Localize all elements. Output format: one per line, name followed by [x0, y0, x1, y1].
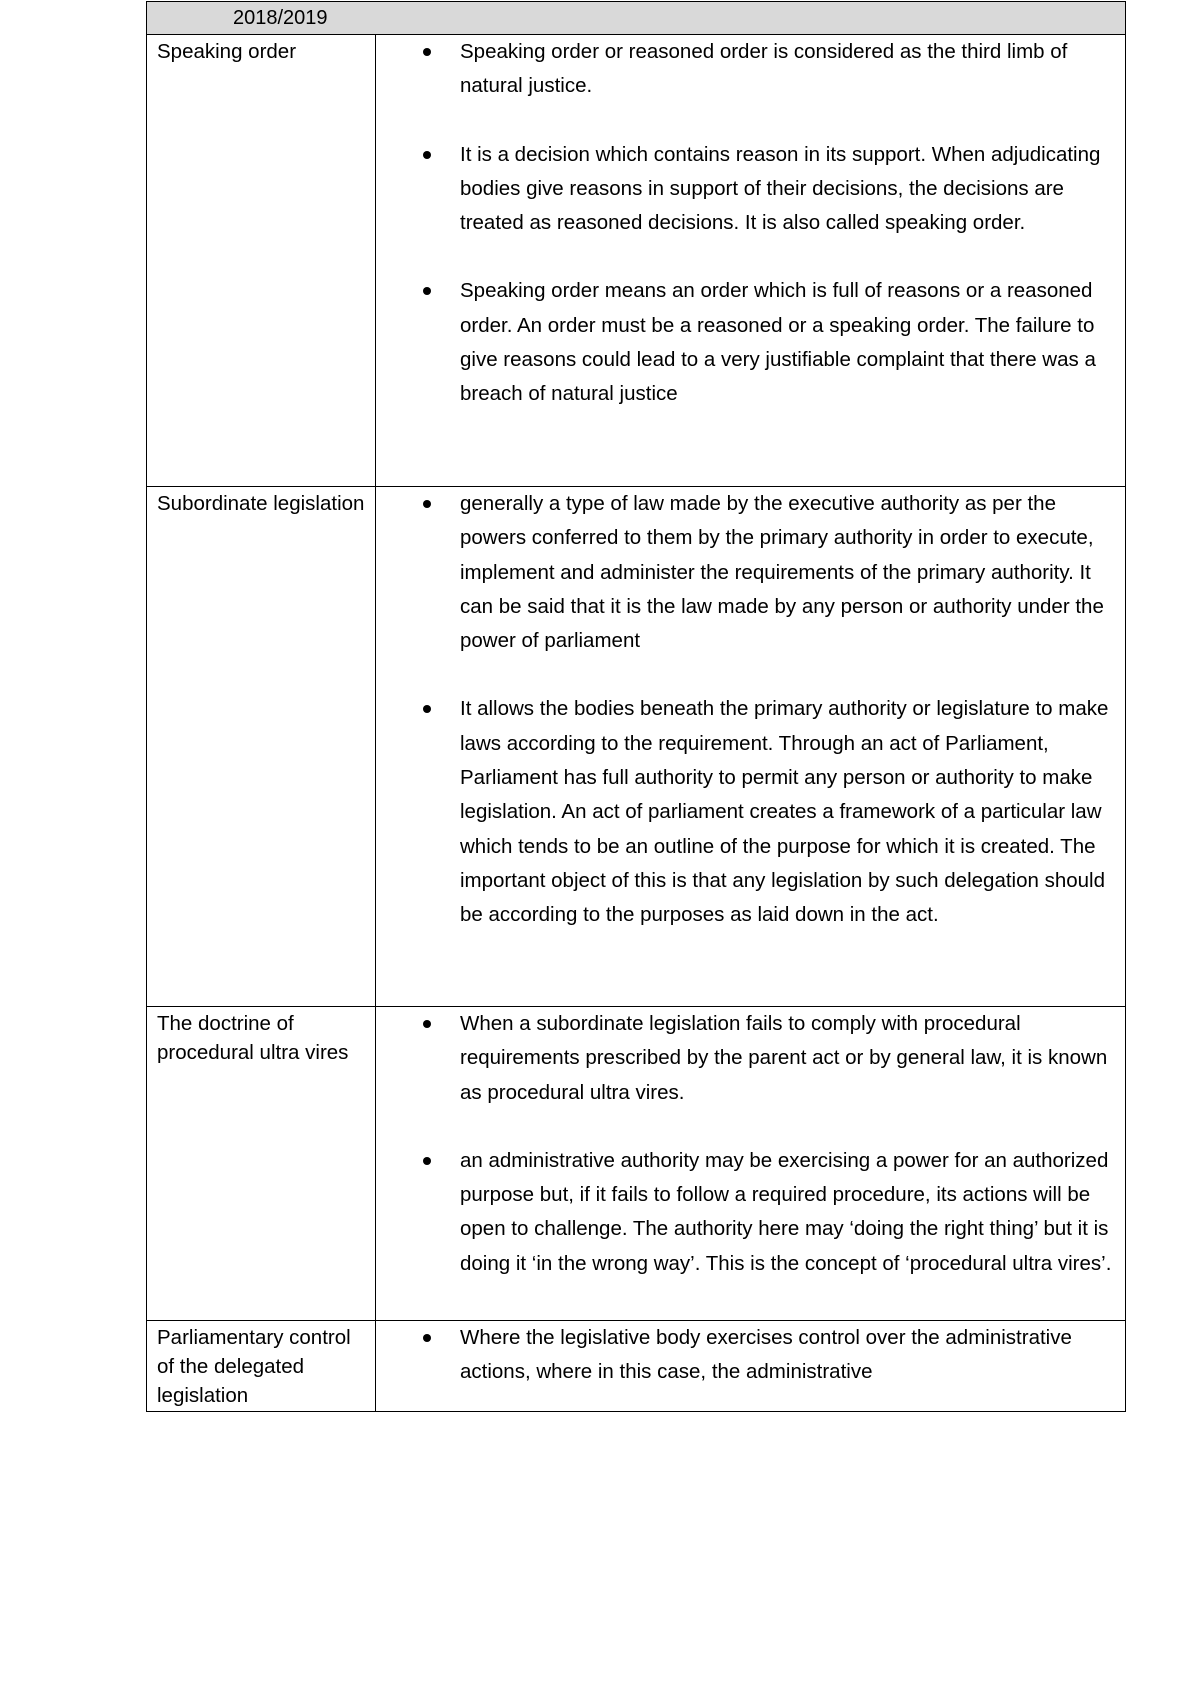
table-row [147, 35, 1126, 487]
bullet-list [376, 35, 1113, 412]
bullet-spacer [376, 104, 1113, 138]
bullet-point [376, 35, 1113, 104]
bullet-icon [423, 1157, 431, 1165]
bullet-text: Where the legislative body exercises control over the administrative actions, where in this case, the administrative [460, 1326, 1072, 1384]
bullet-point [376, 692, 1113, 932]
bullet-text: Speaking order means an order which is full of reasons or a reasoned order. An order must be a reasoned or a speaking order. The failure to give reasons could lead to a very justifiable complaint that there was a breach of natural justice [460, 279, 1096, 406]
bullet-icon [423, 48, 431, 56]
bullet-list [376, 1007, 1113, 1281]
bullet-point [376, 274, 1113, 411]
table-row [147, 487, 1126, 1007]
year-heading: 2018/2019 [147, 2, 1126, 35]
bullet-icon [423, 1334, 431, 1342]
bullet-point [376, 138, 1113, 241]
bullet-spacer [376, 1110, 1113, 1144]
table-row [147, 1321, 1126, 1412]
bullet-icon [423, 500, 431, 508]
bullet-text: It allows the bodies beneath the primary authority or legislature to make laws according to the requirement. Through an act of Parliament, Parliament has full authority to permit any person or authority to make legislation. An act of parliament creates a framework of a particular law which tends to be an outline of the purpose for which it is created. The important object of this is that any legislation by such delegation should be according to the purposes as laid down in the act. [460, 697, 1109, 927]
bullet-icon [423, 705, 431, 713]
description-cell [376, 487, 1126, 1007]
bullet-icon [423, 1020, 431, 1028]
table-row [147, 1007, 1126, 1321]
bullet-spacer [376, 658, 1113, 692]
bullet-text: When a subordinate legislation fails to comply with procedural requirements prescribed by the parent act or by general law, it is known as procedural ultra vires. [460, 1012, 1108, 1104]
description-cell [376, 1321, 1126, 1412]
description-cell [376, 1007, 1126, 1321]
bullet-point [376, 487, 1113, 658]
description-cell [376, 35, 1126, 487]
bullet-list [376, 1321, 1113, 1390]
term-cell: Subordinate legislation [147, 487, 376, 1007]
bullet-list [376, 487, 1113, 933]
header-row [147, 2, 1126, 35]
bullet-icon [423, 287, 431, 295]
bullet-point [376, 1144, 1113, 1281]
bullet-point [376, 1321, 1113, 1390]
bullet-icon [423, 151, 431, 159]
term-cell: Parliamentary control of the delegated legislation [147, 1321, 376, 1412]
term-cell: The doctrine of procedural ultra vires [147, 1007, 376, 1321]
bullet-text: Speaking order or reasoned order is considered as the third limb of natural justice. [460, 40, 1068, 98]
bullet-spacer [376, 240, 1113, 274]
bullet-text: It is a decision which contains reason in its support. When adjudicating bodies give reasons in support of their decisions, the decisions are treated as reasoned decisions. It is also called speaking order. [460, 142, 1101, 235]
bullet-text: generally a type of law made by the executive authority as per the powers conferred to them by the primary authority in order to execute, implement and administer the requirements of the primary authority. It can be said that it is the law made by any person or authority under the power of parliament [460, 492, 1104, 653]
bullet-text: an administrative authority may be exercising a power for an authorized purpose but, if it fails to follow a required procedure, its actions will be open to challenge. The authority here may ‘doing the right thing’ but it is doing it ‘in the wrong way’. This is the concept of ‘procedural ultra vires’. [460, 1148, 1112, 1275]
term-cell: Speaking order [147, 35, 376, 487]
bullet-point [376, 1007, 1113, 1110]
notes-table [146, 1, 1126, 1412]
